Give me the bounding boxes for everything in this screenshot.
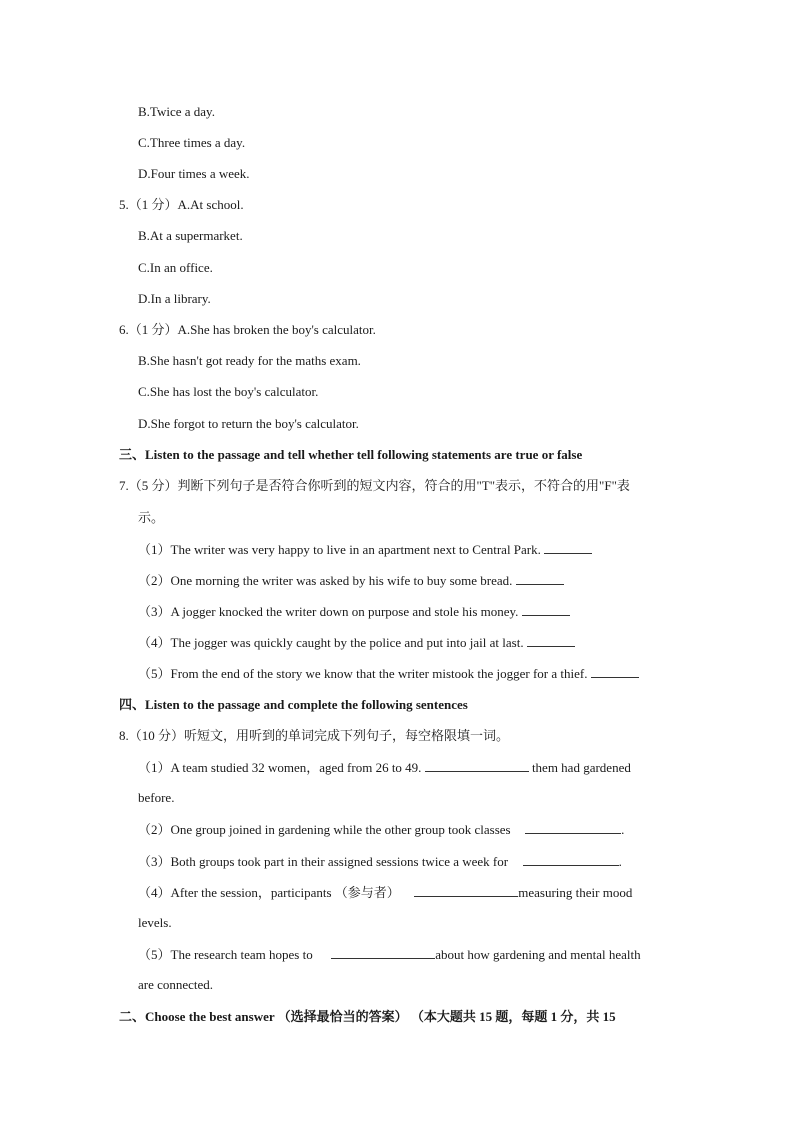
q7-item-3-text: （3）A jogger knocked the writer down on purpose and stole his money.	[138, 604, 519, 619]
answer-blank[interactable]	[414, 884, 518, 897]
answer-blank[interactable]	[331, 946, 435, 959]
q7-head-cont: 示。	[138, 510, 165, 525]
q7-item-5	[138, 665, 639, 682]
q8-item-2	[138, 821, 624, 838]
q8-head: 8.（10 分）听短文，用听到的单词完成下列句子，每空格限填一词。	[119, 728, 510, 743]
q7-item-3	[138, 603, 570, 620]
q5-head: 5.（1 分）A.At school.	[119, 197, 244, 212]
q6-head: 6.（1 分）A.She has broken the boy's calculator.	[119, 322, 376, 337]
q8-item-3-post: .	[618, 854, 622, 869]
q8-item-3-pre: （3）Both groups took part in their assigned sessions twice a week for	[138, 854, 509, 869]
q8-item-5-post: about how gardening and mental health	[435, 947, 641, 962]
q6-option-c: C.She has lost the boy's calculator.	[138, 384, 319, 399]
q8-item-2-pre: （2）One group joined in gardening while the other group took classes	[138, 822, 511, 837]
q8-item-1-post: them had gardened	[531, 760, 631, 775]
q7-item-1-text: （1）The writer was very happy to live in an apartment next to Central Park.	[138, 542, 541, 557]
q8-item-5	[138, 946, 641, 963]
q7-item-5-text: （5）From the end of the story we know that the writer mistook the jogger for a thief.	[138, 666, 588, 681]
q7-item-1	[138, 541, 592, 558]
q8-item-1-cont: before.	[138, 790, 175, 805]
answer-blank[interactable]	[425, 759, 529, 772]
q8-item-4-cont: levels.	[138, 915, 172, 930]
q7-item-2-text: （2）One morning the writer was asked by his wife to buy some bread.	[138, 573, 513, 588]
q7-item-4-text: （4）The jogger was quickly caught by the police and put into jail at last.	[138, 635, 524, 650]
answer-blank[interactable]	[544, 541, 592, 554]
q8-item-1	[138, 759, 631, 776]
answer-blank[interactable]	[525, 821, 621, 834]
q6-option-b: B.She hasn't got ready for the maths exam.	[138, 353, 361, 368]
q8-item-5-cont: are connected.	[138, 977, 214, 992]
q4-option-c: C.Three times a day.	[138, 135, 246, 150]
q8-item-4	[138, 884, 632, 901]
q8-item-1-pre: （1）A team studied 32 women，aged from 26 to 49.	[138, 760, 422, 775]
section4-title: 四、Listen to the passage and complete the following sentences	[119, 697, 468, 712]
answer-blank[interactable]	[522, 603, 570, 616]
q8-item-4-pre: （4）After the session，participants （参与者）	[138, 885, 400, 900]
answer-blank[interactable]	[527, 634, 575, 647]
q8-item-2-post: .	[621, 822, 625, 837]
q8-item-4-post: measuring their mood	[518, 885, 633, 900]
q7-item-2	[138, 572, 564, 589]
section3-title: 三、Listen to the passage and tell whether tell following statements are true or false	[119, 447, 583, 462]
q4-option-d: D.Four times a week.	[138, 166, 250, 181]
q4-option-b: B.Twice a day.	[138, 104, 215, 119]
answer-blank[interactable]	[516, 572, 564, 585]
q8-item-5-pre: （5）The research team hopes to	[138, 947, 313, 962]
q5-option-d: D.In a library.	[138, 291, 211, 306]
q5-option-b: B.At a supermarket.	[138, 228, 243, 243]
section2-title: 二、Choose the best answer （选择最恰当的答案） （本大题共 15 题，每题 1 分，共 15	[119, 1009, 616, 1024]
answer-blank[interactable]	[523, 853, 619, 866]
q6-option-d: D.She forgot to return the boy's calculator.	[138, 416, 359, 431]
answer-blank[interactable]	[591, 665, 639, 678]
q7-item-4	[138, 634, 575, 651]
q7-head: 7.（5 分）判断下列句子是否符合你听到的短文内容，符合的用"T"表示，不符合的用"F"表	[119, 478, 630, 493]
q5-option-c: C.In an office.	[138, 260, 213, 275]
q8-item-3	[138, 853, 622, 870]
